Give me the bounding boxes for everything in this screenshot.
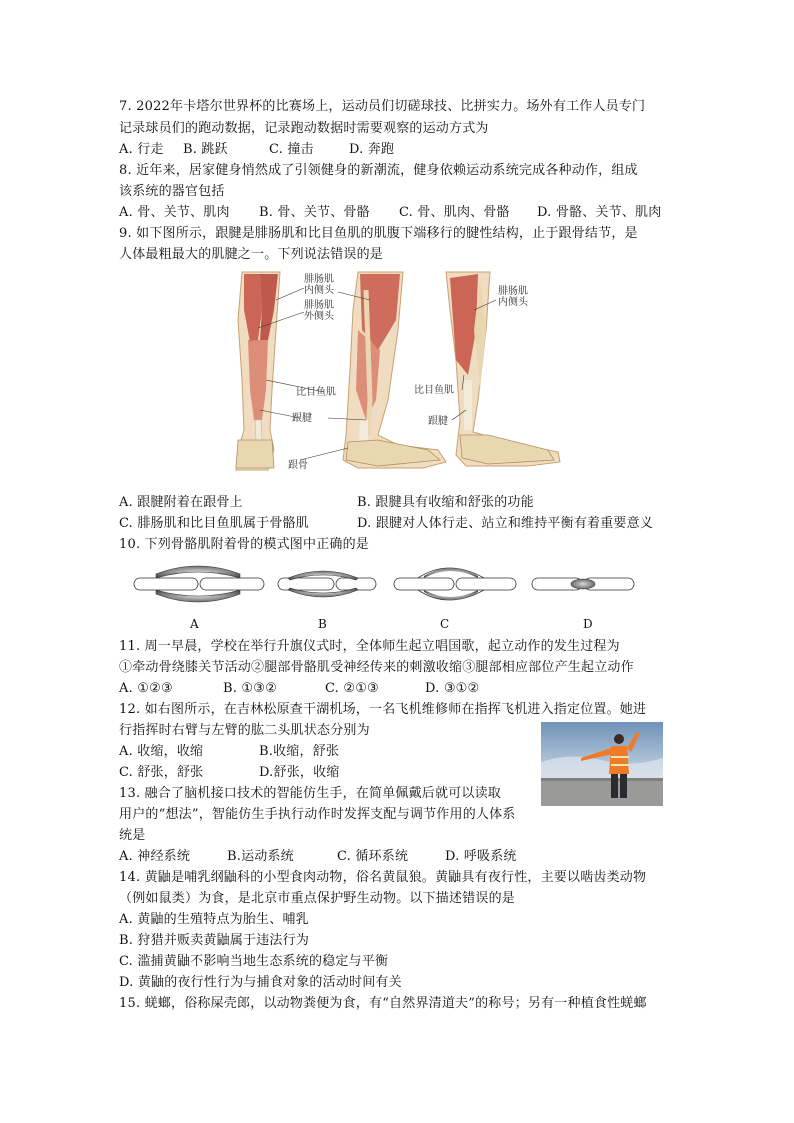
q7-option-d: D. 奔跑 xyxy=(349,142,395,157)
q7-option-a: A. 行走 xyxy=(119,142,164,157)
q11-option-a: A. ①②③ xyxy=(119,681,173,696)
q8-option-b: B. 骨、关节、骨骼 xyxy=(259,205,370,220)
q11-line2: ①牵动骨绕膝关节活动②腿部骨骼肌受神经传来的刺激收缩③腿部相应部位产生起立动作 xyxy=(119,660,634,675)
q14-option-a: A. 黄鼬的生殖特点为胎生、哺乳 xyxy=(119,912,309,927)
q15-line1: 15. 蜣螂，俗称屎壳郎，以动物粪便为食，有“自然界清道夫”的称号；另有一种植食性蜣螂 xyxy=(119,996,647,1011)
diagram-c xyxy=(394,568,516,600)
leg-anatomy-figure xyxy=(228,270,568,475)
marshaller-photo xyxy=(541,722,663,806)
q8-option-a: A. 骨、关节、肌肉 xyxy=(119,205,230,220)
q9-option-a: A. 跟腱附着在跟骨上 xyxy=(119,495,243,510)
q10-label-c: C xyxy=(440,617,450,631)
q12-line1: 12. 如右图所示，在吉林松原查干湖机场，一名飞机维修师在指挥飞机进入指定位置。她进 xyxy=(119,702,647,717)
q8-line2: 该系统的器官包括 xyxy=(119,184,225,199)
q11-option-b: B. ①③② xyxy=(223,681,277,696)
q13-option-c: C. 循环系统 xyxy=(337,849,409,864)
diagram-b xyxy=(278,571,376,597)
q7-line2: 记录球员们的跑动数据，记录跑动数据时需要观察的运动方式为 xyxy=(119,121,489,136)
leg-posterior-view xyxy=(236,272,280,470)
q14-option-b: B. 狩猎并贩卖黄鼬属于违法行为 xyxy=(119,933,310,948)
q13-option-b: B.运动系统 xyxy=(227,849,294,864)
q8-option-c: C. 骨、肌肉、骨骼 xyxy=(399,205,510,220)
q7-line1: 7. 2022年卡塔尔世界杯的比赛场上，运动员们切磋球技、比拼实力。场外有工作人员专门 xyxy=(119,99,646,114)
diagram-a xyxy=(134,566,264,602)
q14-option-d: D. 黄鼬的夜行性行为与捕食对象的活动时间有关 xyxy=(119,975,402,990)
q9-option-d: D. 跟腱对人体行走、站立和维持平衡有着重要意义 xyxy=(357,516,654,531)
diagram-d xyxy=(532,578,634,590)
q13-option-a: A. 神经系统 xyxy=(119,849,191,864)
q12-option-d: D.舒张，收缩 xyxy=(259,765,340,780)
q7-options xyxy=(119,142,394,158)
label-achilles-tendon: 跟腱 xyxy=(292,413,312,424)
q7-option-b: B. 跳跃 xyxy=(183,142,228,157)
q12-options-row2 xyxy=(119,765,340,781)
q10-label-b: B xyxy=(318,617,327,631)
label-achilles-tendon-medial-view: 跟腱 xyxy=(428,416,448,427)
muscle-attachment-drawing xyxy=(128,560,648,608)
q14-option-c: C. 滥捕黄鼬不影响当地生态系统的稳定与平衡 xyxy=(119,954,389,969)
q13-line3: 统是 xyxy=(119,828,146,843)
q12-option-c: C. 舒张，舒张 xyxy=(119,765,204,780)
q10-label-a: A xyxy=(190,617,199,631)
label-gastrocnemius-medial: 腓肠肌 内侧头 xyxy=(304,274,334,296)
q13-option-d: D. 呼吸系统 xyxy=(445,849,517,864)
q13-line2: 用户的“想法”，智能仿生手执行动作时发挥支配与调节作用的人体系 xyxy=(119,807,516,822)
q12-option-a: A. 收缩，收缩 xyxy=(119,744,204,759)
q8-line1: 8. 近年来，居家健身悄然成了引领健身的新潮流，健身依赖运动系统完成各种动作，组成 xyxy=(119,163,638,178)
label-soleus-medial-view: 比目鱼肌 xyxy=(414,385,454,396)
q9-option-c: C. 腓肠肌和比目鱼肌属于骨骼肌 xyxy=(119,516,309,531)
q13-line1: 13. 融合了脑机接口技术的智能仿生手，在简单佩戴后就可以读取 xyxy=(119,786,502,801)
muscle-attachment-diagrams xyxy=(128,560,648,608)
q9-line1: 9. 如下图所示，跟腱是腓肠肌和比目鱼肌的肌腹下端移行的腱性结构，止于跟骨结节，是 xyxy=(119,226,638,241)
q9-option-b: B. 跟腱具有收缩和舒张的功能 xyxy=(357,495,534,510)
label-gastrocnemius-medial-view: 腓肠肌 内侧头 xyxy=(498,286,528,308)
label-calcaneus: 跟骨 xyxy=(288,460,308,471)
q9-line2: 人体最粗最大的肌腱之一。下列说法错误的是 xyxy=(119,247,384,262)
q12-option-b: B.收缩，舒张 xyxy=(259,744,340,759)
q13-options xyxy=(119,849,517,865)
marshaller-photo-drawing xyxy=(541,722,663,806)
q14-line1: 14. 黄鼬是哺乳纲鼬科的小型食肉动物，俗名黄鼠狼。黄鼬具有夜行性，主要以啮齿类动物 xyxy=(119,870,647,885)
q12-options-row1 xyxy=(119,744,339,760)
q11-options xyxy=(119,681,479,697)
q11-option-d: D. ③①② xyxy=(425,681,480,696)
leg-lateral-view xyxy=(343,272,446,468)
q14-line2: （例如鼠类）为食，是北京市重点保护野生动物。以下描述错误的是 xyxy=(119,891,516,906)
q10-label-d: D xyxy=(583,617,593,631)
q7-option-c: C. 撞击 xyxy=(269,142,314,157)
q11-option-c: C. ②①③ xyxy=(325,681,379,696)
q11-line1: 11. 周一早晨，学校在举行升旗仪式时，全体师生起立唱国歌，起立动作的发生过程为 xyxy=(119,639,620,654)
q10-line1: 10. 下列骨骼肌附着骨的模式图中正确的是 xyxy=(119,537,370,552)
q12-line2: 行指挥时右臂与左臂的肱二头肌状态分别为 xyxy=(119,723,370,738)
label-soleus: 比目鱼肌 xyxy=(296,387,336,398)
label-gastrocnemius-lateral: 腓肠肌 外侧头 xyxy=(304,300,334,322)
q8-option-d: D. 骨骼、关节、肌肉 xyxy=(537,205,662,220)
q8-options xyxy=(119,205,661,221)
